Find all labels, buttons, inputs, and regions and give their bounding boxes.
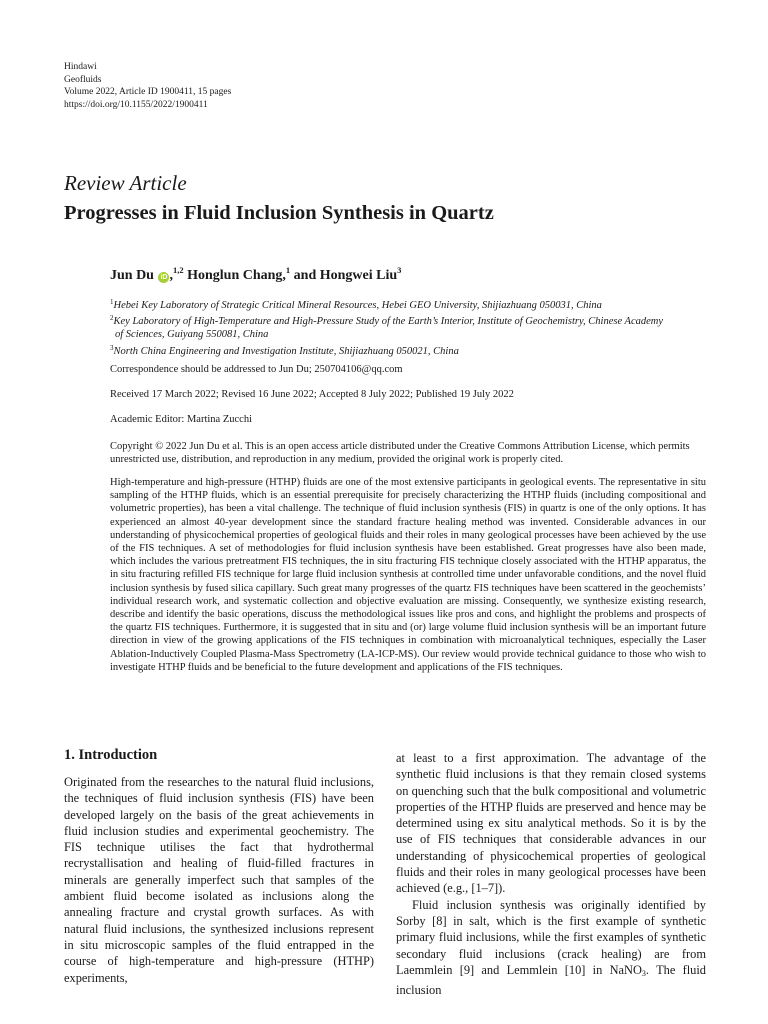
academic-editor: Academic Editor: Martina Zucchi xyxy=(110,414,252,425)
volume-line: Volume 2022, Article ID 1900411, 15 pages xyxy=(64,87,232,97)
nano3-subscript: 3 xyxy=(641,968,646,978)
intro-paragraph-2-text: Fluid inclusion synthesis was originally identified by Sorby [8] in salt, which is the first example of synthetic primary fluid inclusions, while the first examples of synthetic secondary fluid inclusions (crack healing) are from Laemmlein [9] and Lemmlein [10] in NaNO xyxy=(396,897,706,977)
author-list: Jun Du iD ,$^{1,2}$ Honglun Chang,$^1$ and Hongwei Liu$^3$ xyxy=(110,265,402,283)
author-1-affil-sup: 1,2 xyxy=(172,265,184,275)
affiliation-1-text: Hebei Key Laboratory of Strategic Critical Mineral Resources, Hebei GEO University, Shijiazhuang 050031, China xyxy=(113,300,602,311)
intro-paragraph-1: Originated from the researches to the natural fluid inclusions, the techniques of fluid inclusion synthesis (FIS) have been developed largely on the basis of the great achievements in fluid inclusion studies and experimental geochemistry. The FIS technique utilises the fact that hydrothermal recrystallisation and healing of fluid-filled fractures in minerals are generally imperfect such that samples of the ambient fluid become isolated as inclusions along the annealing fracture and crystal growth surfaces. As with natural fluid inclusions, the synthesized inclusions represent in situ microscopic samples of the fluid entrapped in the course of high-temperature and high-pressure (HTHP) experiments, xyxy=(64,775,374,985)
affiliation-2-text: Key Laboratory of High-Temperature and High-Pressure Study of the Earth’s Interior, Institute of Geochemistry, Chinese Academy xyxy=(113,316,664,328)
paper-title: Progresses in Fluid Inclusion Synthesis in Quartz xyxy=(64,202,494,224)
affiliation-2 xyxy=(110,312,710,328)
correspondence: Correspondence should be addressed to Jun Du; 250704106@qq.com xyxy=(110,364,403,375)
author-3-name[interactable]: Hongwei Liu xyxy=(319,268,398,283)
author-3-affil-sup: 3 xyxy=(397,265,402,275)
abstract: High-temperature and high-pressure (HTHP) fluids are one of the most extensive participants in geological events. The representative in situ sampling of the HTHP fluids, which is an essential prerequisite for precisely characterizing the HTHP fluids (including compositional and volumetric properties), has been a vital challenge. The technique of fluid inclusion synthesis (FIS) in quartz is one of the only options. It has experienced an almost 40-year development since the standard fracture healing method was invented. Considerable advances in our understanding of physicochemical properties of geological fluids and their roles in many geological processes have been achieved by the use of the FIS techniques. A set of methodologies for fluid inclusion synthesis have been established. Great progresses have also been made, which includes the various pretreatment FIS techniques, the in situ fracturing FIS technique closely associated with the HTHP apparatus, the in situ fracturing refilled FIS technique for large fluid inclusion synthesis at controlled time under unfavorable conditions, and the novel fluid inclusion synthesis by fused silica capillary. Such great many progresses of the quartz FIS techniques have been scattered in the geochemists’ individual research work, and systematic collection and objective evaluation are missing. Consequently, we synthesize existing research, describe and identify the basic operations, discuss the methodological issues like pros and cons, and highlight the problems and prospects of the quartz FIS techniques. Furthermore, it is suggested that in situ and (or) large volume fluid inclusion synthesis will be an important future direction in view of the growing applications of the FIS techniques in combination with microanalytical techniques, especially the Laser Ablation-Inductively Coupled Plasma-Mass Spectrometry (LA-ICP-MS). Our review would provide technical guidance to those who wish to investigate HTHP fluids and be beneficial to the future development and applications of the FIS techniques. xyxy=(110,477,706,673)
intro-paragraph-2-tail: . The fluid inclusion xyxy=(396,962,706,998)
affiliation-3-num: 3 xyxy=(110,343,114,352)
journal-header xyxy=(64,61,231,111)
journal-name: Geofluids xyxy=(64,74,102,85)
intro-paragraph-1-cont: at least to a first approximation. The advantage of the synthetic fluid inclusions is that they remain closed systems on quenching such that the bulk compositional and volumetric properties of the HTHP fluids are preserved and hence may be determined using ex situ analytical methods. So it is by the use of FIS techniques that considerable advances in our understanding of physicochemical properties of geological fluids and their roles in many geological processes have been achieved (e.g., [1–7]). xyxy=(396,751,706,896)
affiliation-1 xyxy=(110,296,710,312)
intro-paragraph-2 xyxy=(396,897,706,999)
affiliations xyxy=(110,296,710,358)
author-2-affil-sup: 1 xyxy=(285,265,291,275)
section-heading-introduction: 1. Introduction xyxy=(64,747,158,763)
body-column-right xyxy=(396,750,706,998)
affiliation-1-num: 1 xyxy=(110,298,114,306)
orcid-icon[interactable]: iD xyxy=(160,274,168,281)
author-conjunction: and xyxy=(293,268,317,283)
author-1-name[interactable]: Jun Du xyxy=(110,268,154,283)
copyright-notice: Copyright © 2022 Jun Du et al. This is an open access article distributed under the Creative Commons Attribution License, which permits unrestricted use, distribution, and reproduction in any medium, provided the original work is properly cited. xyxy=(110,441,690,466)
affiliation-3 xyxy=(110,342,710,358)
publisher-name: Hindawi xyxy=(64,62,97,72)
author-2-name[interactable]: Honglun Chang, xyxy=(187,268,286,283)
publication-dates: Received 17 March 2022; Revised 16 June 2022; Accepted 8 July 2022; Published 19 July 2022 xyxy=(110,389,514,400)
affiliation-2-cont: of Sciences, Guiyang 550081, China xyxy=(115,329,269,341)
affiliation-2-num: 2 xyxy=(110,314,114,323)
doi-link[interactable]: https://doi.org/10.1155/2022/1900411 xyxy=(64,99,208,110)
article-type: Review Article xyxy=(64,171,187,195)
body-column-left xyxy=(64,746,374,986)
affiliation-3-text: North China Engineering and Investigation Institute, Shijiazhuang 050021, China xyxy=(113,345,459,357)
